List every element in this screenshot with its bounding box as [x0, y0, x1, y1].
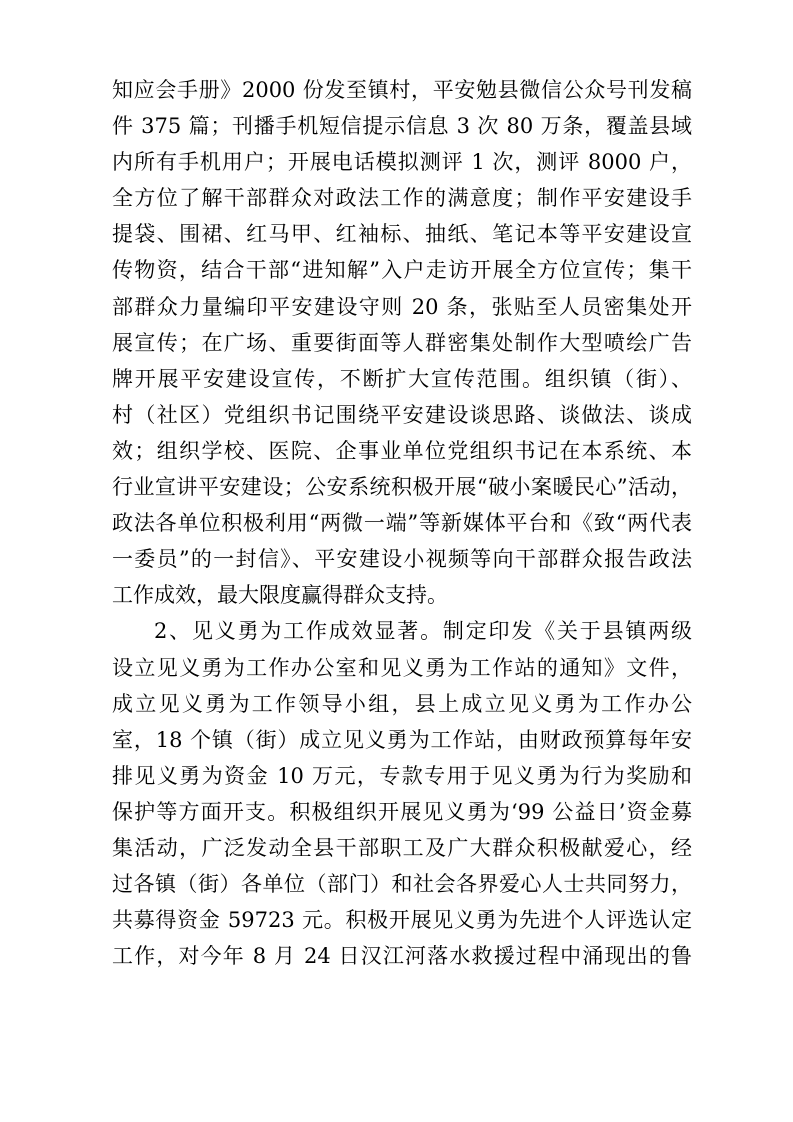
text-line: 过各镇（街）各单位（部门）和社会各界爱心人士共同努力，: [112, 872, 692, 897]
text-line: 政法各单位积极利用“两微一端”等新媒体平台和《致“两代表: [112, 511, 692, 536]
text-line: 效；组织学校、医院、企事业单位党组织书记在本系统、本: [112, 438, 692, 463]
text-line: 件 375 篇；刊播手机短信提示信息 3 次 80 万条，覆盖县域: [112, 114, 692, 139]
text-line: 传物资，结合干部“进知解”入户走访开展全方位宣传；集干: [112, 258, 692, 283]
text-line: 展宣传；在广场、重要街面等人群密集处制作大型喷绘广告: [112, 330, 692, 355]
text-line: 共募得资金 59723 元。积极开展见义勇为先进个人评选认定: [112, 908, 692, 933]
text-line: 2、见义勇为工作成效显著。制定印发《关于县镇两级: [154, 619, 692, 644]
text-line: 一委员”的一封信》、平安建设小视频等向干部群众报告政法: [112, 547, 692, 572]
text-line: 成立见义勇为工作领导小组，县上成立见义勇为工作办公: [112, 691, 692, 716]
text-line: 设立见义勇为工作办公室和见义勇为工作站的通知》文件，: [112, 655, 692, 680]
text-line: 知应会手册》2000 份发至镇村，平安勉县微信公众号刊发稿: [112, 78, 692, 102]
body-text: [112, 72, 692, 974]
paragraph-bravery-work: [112, 613, 692, 974]
paragraph-publicity: [112, 72, 692, 613]
text-line: 排见义勇为资金 10 万元，专款专用于见义勇为行为奖励和: [112, 763, 692, 788]
text-line: 工作，对今年 8 月 24 日汉江河落水救援过程中涌现出的鲁: [112, 944, 692, 969]
text-line: 全方位了解干部群众对政法工作的满意度；制作平安建设手: [112, 186, 692, 211]
text-line: 集活动，广泛发动全县干部职工及广大群众积极献爱心，经: [112, 835, 692, 860]
text-line: 保护等方面开支。积极组织开展见义勇为‘99 公益日’资金募: [112, 799, 692, 824]
text-line: 行业宣讲平安建设；公安系统积极开展“破小案暖民心”活动，: [112, 475, 692, 500]
text-line: 部群众力量编印平安建设守则 20 条，张贴至人员密集处开: [112, 294, 692, 319]
text-line: 牌开展平安建设宣传，不断扩大宣传范围。组织镇（街）、: [112, 366, 692, 391]
text-line: 村（社区）党组织书记围绕平安建设谈思路、谈做法、谈成: [112, 402, 692, 427]
text-line: 室，18 个镇（街）成立见义勇为工作站，由财政预算每年安: [112, 727, 692, 752]
text-line: 工作成效，最大限度赢得群众支持。: [112, 583, 448, 608]
text-line: 提袋、围裙、红马甲、红袖标、抽纸、笔记本等平安建设宣: [112, 222, 692, 247]
text-line: 内所有手机用户；开展电话模拟测评 1 次，测评 8000 户，: [112, 150, 692, 175]
